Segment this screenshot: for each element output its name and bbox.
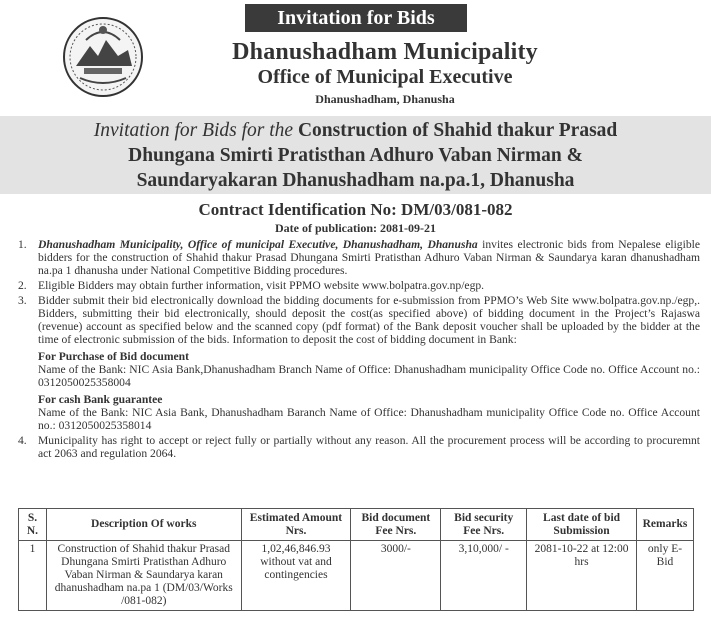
bid-table (18, 508, 694, 611)
cell-estimated: 1,02,46,846.93 without vat and contingencies (241, 541, 351, 611)
cell-bid-doc-fee: 3000/- (351, 541, 441, 611)
col-estimated: Estimated Amount Nrs. (241, 509, 351, 541)
list-item: 3. Bidder submit their bid electronically download the bidding documents for e-submission from PPMO’s Web Site www.bolpatra.gov.np./egp,. Bidders, submitting their bid electronically, should deposit the cost(as specified above) of bidding document in the Project’s Rajaswa (revenue) account as specified below and the scanned copy (pdf format) of the Bank deposit voucher shall be uploaded by the bidder at the time of electronic submission of the bids. Information to deposit the cost of bidding document in Bank: For Purchase of Bid document Name of the Bank: NIC Asia Bank,Dhanushadham Branch Name of Office: Dhanushadham municipality Office Code no. Office Account no.: 0312050025358004 For cash Bank guarantee Name of the Bank: NIC Asia Bank, Dhanushadham Baranch Name of Office: Dhanushadham municipality Office Code no. Office Account no.: 0312050025358014 (18, 294, 700, 432)
org-name: Dhanushadham Municipality (232, 39, 538, 65)
list-item: 2. Eligible Bidders may obtain further information, visit PPMO website www.bolpatra.gov.np/egp. (18, 279, 485, 292)
table-row (19, 541, 694, 611)
cell-last-date: 2081-10-22 at 12:00 hrs (527, 541, 637, 611)
cash-heading: For cash Bank guarantee (38, 393, 163, 406)
col-sn: S. N. (19, 509, 47, 541)
issuer-name: Dhanushadham Municipality, Office of municipal Executive, Dhanushadham, Dhanusha (38, 238, 478, 251)
purchase-bank-details: Name of the Bank: NIC Asia Bank,Dhanushadham Branch Name of Office: Dhanushadham municipality Office Code no. Office Account no.: 0312050025358004 (38, 363, 700, 389)
list-item: 4. Municipality has right to accept or reject fully or partially without any reason. All the procurement process will be according to procuremnt act 2063 and regulation 2064. (18, 434, 700, 460)
contract-id: Contract Identification No: DM/03/081-082 (198, 200, 513, 219)
office-name: Office of Municipal Executive (257, 66, 513, 88)
project-title (0, 116, 711, 194)
list-item: 1. Dhanushadham Municipality, Office of municipal Executive, Dhanushadham, Dhanusha invites electronic bids from Nepalese eligible bidders for the construction of Shahid thakur Prasad Dhungana Smirti Pratisthan Adhuro Vaban Nirman & Saundarya karan dhanushadham na.pa 1 dhanusha under National Competitive Bidding procedures. (18, 238, 700, 277)
col-remarks: Remarks (636, 509, 693, 541)
purchase-heading: For Purchase of Bid document (38, 350, 189, 363)
government-emblem-icon (62, 16, 144, 98)
office-place: Dhanushadham, Dhanusha (315, 92, 455, 106)
notice-banner: Invitation for Bids (245, 4, 467, 32)
cell-bid-security: 3,10,000/ - (441, 541, 527, 611)
cash-bank-details: Name of the Bank: NIC Asia Bank, Dhanushadham Baranch Name of Office: Dhanushadham municipality Office Code no. Office Account no.: 0312050025358014 (38, 406, 700, 432)
col-bid-doc-fee: Bid document Fee Nrs. (351, 509, 441, 541)
title-prefix: Invitation for Bids for the (93, 120, 294, 141)
organization-header (150, 38, 620, 108)
table-header-row (19, 509, 694, 541)
col-last-date: Last date of bid Submission (527, 509, 637, 541)
title-line3: Saundaryakaran Dhanushadham na.pa.1, Dhanusha (136, 170, 575, 191)
title-line1: Construction of Shahid thakur Prasad (297, 120, 618, 141)
cell-sn: 1 (19, 541, 47, 611)
col-description: Description Of works (46, 509, 241, 541)
cell-description: Construction of Shahid thakur Prasad Dhungana Smirti Pratisthan Adhuro Vaban Nirman & Saundarya karan dhanushadham na.pa 1 (DM/03/Works /081-082) (46, 541, 241, 611)
col-bid-security: Bid security Fee Nrs. (441, 509, 527, 541)
cell-remarks: only E-Bid (636, 541, 693, 611)
publication-date: Date of publication: 2081-09-21 (275, 221, 436, 235)
notice-body (14, 238, 700, 462)
title-line2: Dhungana Smirti Pratisthan Adhuro Vaban Nirman & (128, 145, 583, 166)
